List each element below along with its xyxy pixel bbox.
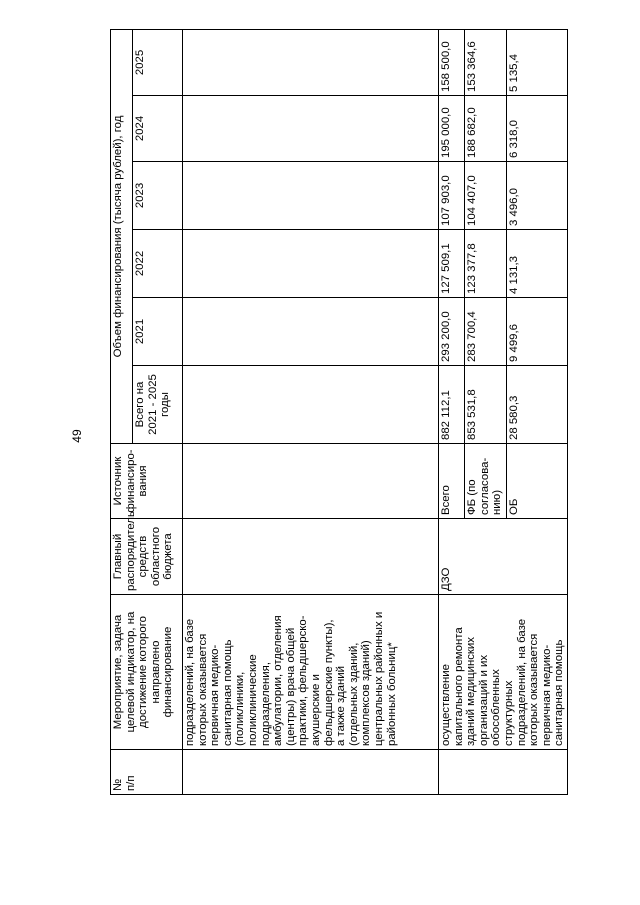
source-total: Всего (439, 444, 465, 519)
header-year-2023: 2023 (133, 162, 183, 230)
cell-total-2021: 293 200,0 (439, 298, 465, 366)
cell-ob-2024: 6 318,0 (507, 96, 568, 162)
cell-total-2022: 127 509,1 (439, 230, 465, 298)
cell-ob-2021: 9 499,6 (507, 298, 568, 366)
header-row-top (111, 30, 133, 795)
cell-fb-2022: 123 377,8 (465, 230, 507, 298)
cell-total-2024: 195 000,0 (439, 96, 465, 162)
header-no: № п/п (111, 750, 183, 795)
cell-ob-all: 28 580,3 (507, 366, 568, 444)
cell-ob-2023: 3 496,0 (507, 162, 568, 230)
header-source: Источник финансиро- вания (111, 444, 183, 519)
entry-event-text: осуществление капитального ремонта зданий медицинских организаций и их обособленных структурных подразделений, на базе которых оказывается первичная медико- санитарная помощь (439, 595, 568, 750)
entry-manager: ДЗО (439, 519, 568, 595)
cell-total-all: 882 112,1 (439, 366, 465, 444)
cell-total-2023: 107 903,0 (439, 162, 465, 230)
cell-fb-2023: 104 407,0 (465, 162, 507, 230)
cell-fb-2025: 153 364,6 (465, 30, 507, 96)
header-year-2024: 2024 (133, 96, 183, 162)
header-manager: Главный распорядитель средств областного бюджета (111, 519, 183, 595)
continuation-no (183, 750, 439, 795)
header-year-2022: 2022 (133, 230, 183, 298)
entry-row-total (439, 30, 465, 795)
cell-fb-all: 853 531,8 (465, 366, 507, 444)
header-year-2021: 2021 (133, 298, 183, 366)
continuation-event-text: подразделений, на базе которых оказывается первичная медико- санитарная помощь (поликлиники, поликлинические подразделения, амбулатории, отделения (центры) врача общей практики, фельдшерско- акушерские и фельдшерские пункты), а также зданий (отдельных зданий, комплексов зданий) центральных районных и районных больниц* (183, 595, 439, 750)
cell-ob-2025: 5 135,4 (507, 30, 568, 96)
cell-fb-2021: 283 700,4 (465, 298, 507, 366)
document-sheet (110, 30, 566, 795)
financing-table (110, 29, 568, 795)
header-volume: Объем финансирования (тысяча рублей), год (111, 30, 133, 444)
entry-no (439, 750, 568, 795)
cell-ob-2022: 4 131,3 (507, 230, 568, 298)
cell-fb-2024: 188 682,0 (465, 96, 507, 162)
header-total: Всего на 2021 - 2025 годы (133, 366, 183, 444)
source-fb: ФБ (по согласова- нию) (465, 444, 507, 519)
source-ob: ОБ (507, 444, 568, 519)
header-event: Мероприятие, задача целевой индикатор, на достижение которого направлено финансирование (111, 595, 183, 750)
page-number: 49 (70, 429, 84, 443)
continuation-row (183, 30, 439, 795)
cell-total-2025: 158 500,0 (439, 30, 465, 96)
header-year-2025: 2025 (133, 30, 183, 96)
